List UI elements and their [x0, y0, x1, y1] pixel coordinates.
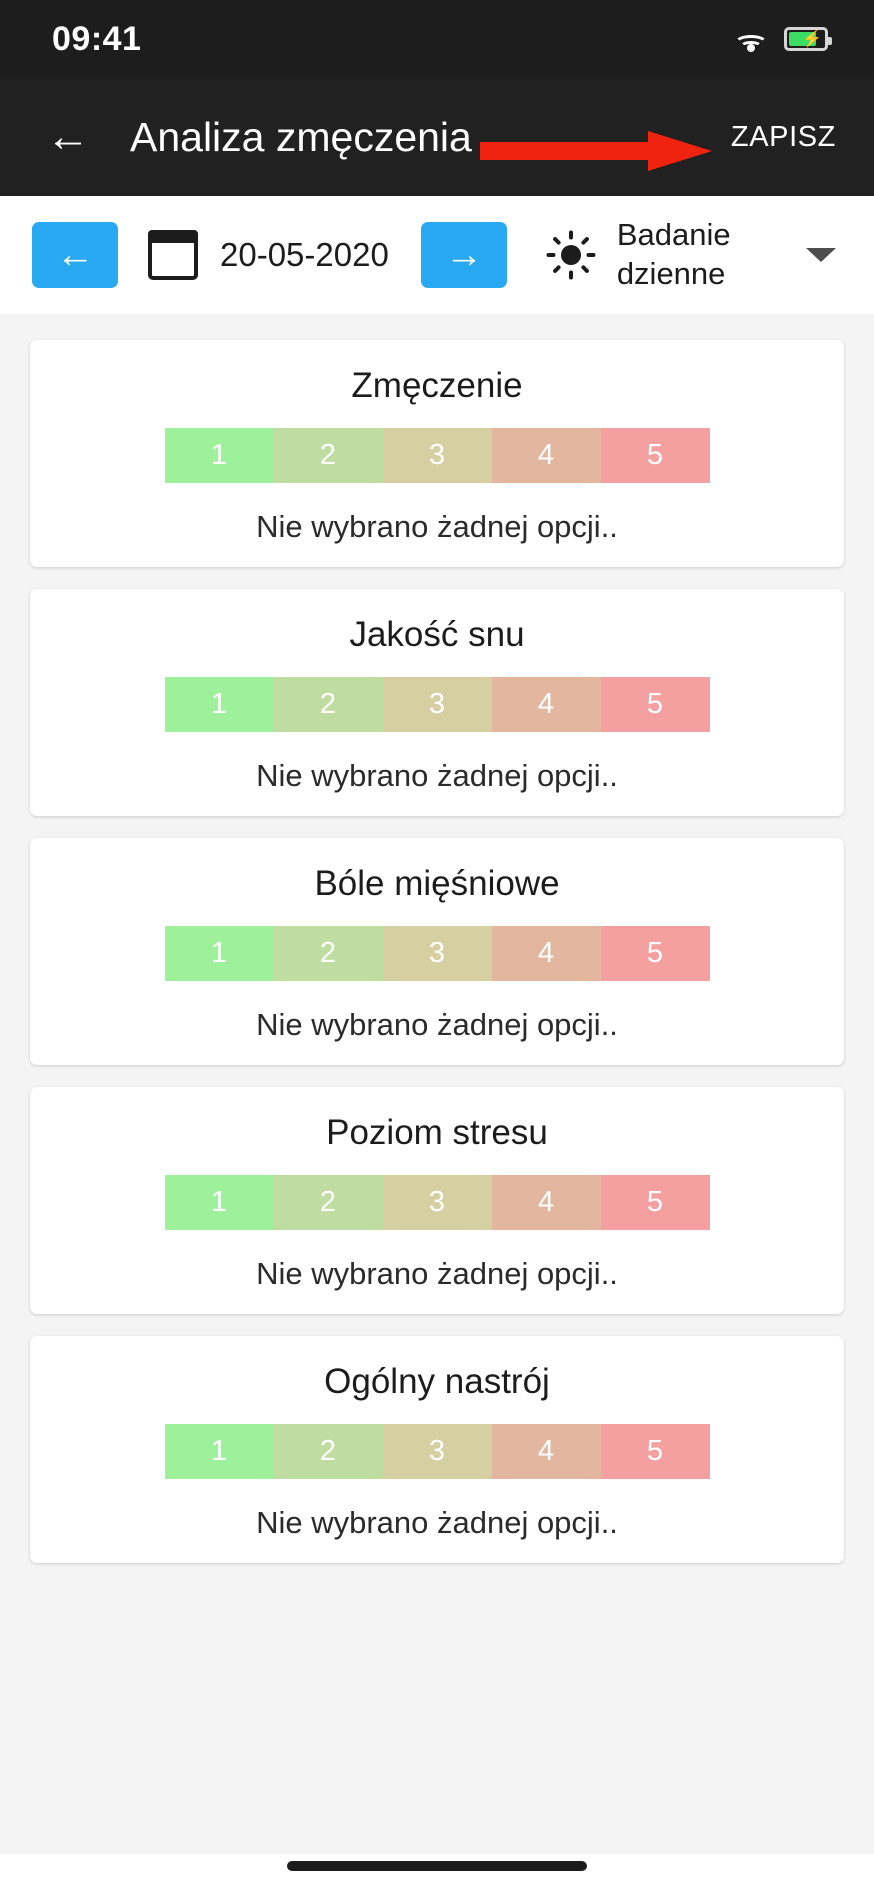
card-hint: Nie wybrano żadnej opcji.. — [256, 1256, 618, 1291]
rating-option-3[interactable]: 3 — [383, 1424, 492, 1479]
rating-option-2[interactable]: 2 — [274, 677, 383, 732]
card-hint: Nie wybrano żadnej opcji.. — [256, 758, 618, 793]
rating-option-5[interactable]: 5 — [601, 1175, 710, 1230]
home-indicator[interactable] — [287, 1861, 587, 1871]
red-arrow-annotation — [480, 128, 712, 174]
date-navigation-toolbar — [0, 196, 874, 314]
rating-option-5[interactable]: 5 — [601, 1424, 710, 1479]
rating-option-1[interactable]: 1 — [165, 677, 274, 732]
next-day-button[interactable]: → — [421, 222, 507, 288]
rating-option-5[interactable]: 5 — [601, 926, 710, 981]
status-time: 09:41 — [52, 19, 142, 58]
page-title: Analiza zmęczenia — [130, 113, 472, 160]
rating-option-4[interactable]: 4 — [492, 1424, 601, 1479]
sun-icon — [543, 227, 599, 283]
rating-scale[interactable] — [30, 926, 844, 981]
rating-scale[interactable] — [30, 1175, 844, 1230]
rating-option-1[interactable]: 1 — [165, 428, 274, 483]
rating-option-1[interactable]: 1 — [165, 1424, 274, 1479]
list-item — [30, 838, 844, 1065]
rating-option-3[interactable]: 3 — [383, 1175, 492, 1230]
rating-option-4[interactable]: 4 — [492, 926, 601, 981]
rating-option-4[interactable]: 4 — [492, 1175, 601, 1230]
list-item — [30, 1336, 844, 1563]
rating-option-2[interactable]: 2 — [274, 428, 383, 483]
rating-scale[interactable] — [30, 1424, 844, 1479]
survey-card-list — [0, 314, 874, 1854]
rating-option-3[interactable]: 3 — [383, 428, 492, 483]
rating-scale[interactable] — [30, 677, 844, 732]
rating-option-4[interactable]: 4 — [492, 677, 601, 732]
app-bar — [0, 78, 874, 196]
home-indicator-area — [0, 1854, 874, 1878]
arrow-left-icon[interactable]: ← — [46, 112, 90, 161]
rating-option-2[interactable]: 2 — [274, 1175, 383, 1230]
card-title: Zmęczenie — [351, 366, 523, 405]
card-hint: Nie wybrano żadnej opcji.. — [256, 509, 618, 544]
survey-type-label[interactable]: Badanie dzienne — [616, 217, 731, 291]
wifi-icon — [734, 26, 768, 52]
card-hint: Nie wybrano żadnej opcji.. — [256, 1007, 618, 1042]
rating-option-1[interactable]: 1 — [165, 926, 274, 981]
battery-charging-icon: ⚡ — [784, 27, 828, 51]
list-item — [30, 1087, 844, 1314]
previous-day-button[interactable]: ← — [32, 222, 118, 288]
chevron-down-icon[interactable] — [806, 248, 836, 262]
rating-option-5[interactable]: 5 — [601, 677, 710, 732]
selected-date: 20-05-2020 — [220, 236, 389, 273]
rating-option-3[interactable]: 3 — [383, 926, 492, 981]
status-bar — [0, 0, 874, 78]
rating-option-2[interactable]: 2 — [274, 926, 383, 981]
rating-option-1[interactable]: 1 — [165, 1175, 274, 1230]
status-icons — [734, 26, 828, 52]
calendar-icon[interactable] — [148, 230, 198, 280]
list-item — [30, 340, 844, 567]
card-title: Bóle mięśniowe — [314, 864, 560, 903]
rating-option-3[interactable]: 3 — [383, 677, 492, 732]
rating-scale[interactable] — [30, 428, 844, 483]
save-button[interactable]: ZAPISZ — [730, 120, 836, 153]
card-title: Poziom stresu — [326, 1113, 548, 1152]
rating-option-5[interactable]: 5 — [601, 428, 710, 483]
list-item — [30, 589, 844, 816]
rating-option-4[interactable]: 4 — [492, 428, 601, 483]
card-title: Jakość snu — [349, 615, 525, 654]
rating-option-2[interactable]: 2 — [274, 1424, 383, 1479]
card-title: Ogólny nastrój — [324, 1362, 550, 1401]
card-hint: Nie wybrano żadnej opcji.. — [256, 1505, 618, 1540]
